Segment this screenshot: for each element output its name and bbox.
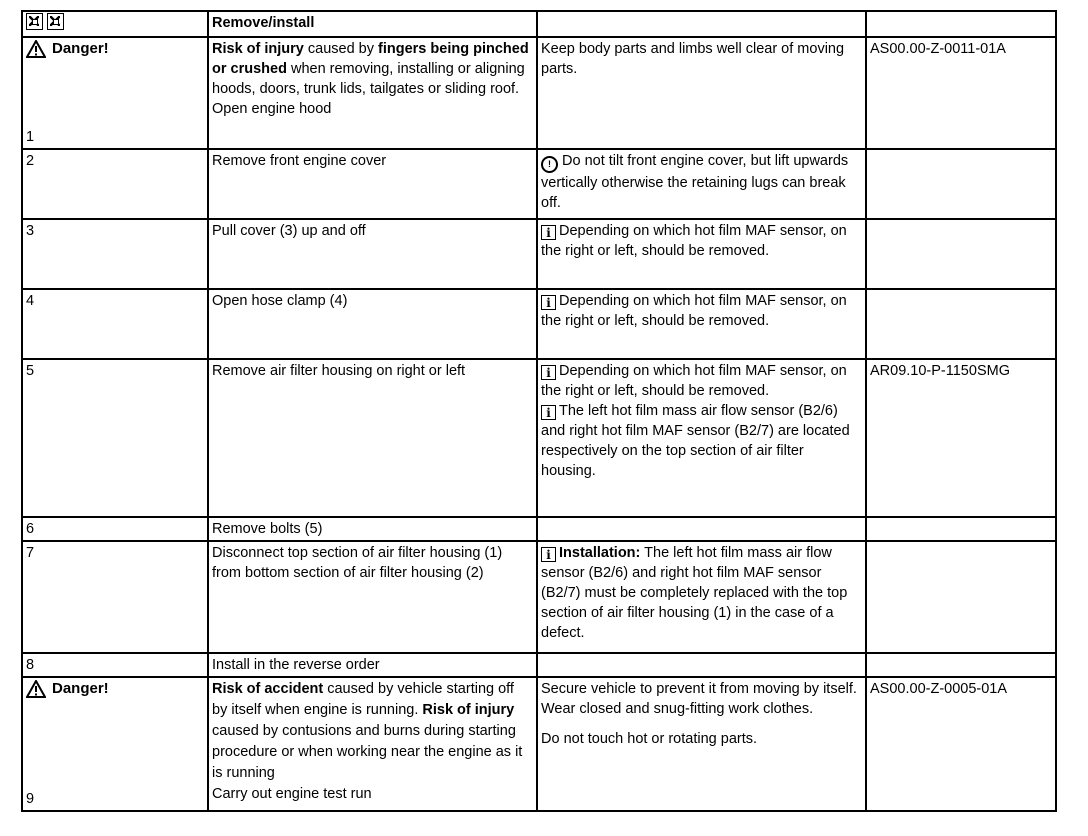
ref-cell: [866, 517, 1056, 541]
info-icon: i: [541, 365, 556, 380]
procedure-table: [21, 10, 1057, 812]
action-cell: Remove air filter housing on right or left: [208, 359, 537, 517]
table-row: [22, 289, 1056, 359]
step-number: 1: [26, 129, 35, 145]
header-icons-cell: [22, 11, 208, 37]
ref-cell: [866, 359, 1056, 517]
danger-description: Risk of accident caused by vehicle starting off by itself when engine is running. Risk of injury caused by contusions and burns during starting procedure or when working near the engine as it is running: [212, 681, 523, 781]
step-number: 2: [22, 149, 208, 219]
exploded-view-icon: [26, 13, 43, 30]
action-cell: Remove front engine cover: [208, 149, 537, 219]
header-title: Remove/install: [208, 11, 537, 37]
warning-triangle-icon: [26, 680, 46, 698]
info-icon: i: [541, 225, 556, 240]
note-cell: [537, 677, 866, 811]
ref-cell: [866, 541, 1056, 653]
reference-doc: AS00.00-Z-0005-01A: [870, 681, 1008, 697]
ref-cell: [866, 219, 1056, 289]
reference-doc: AS00.00-Z-0011-01A: [870, 41, 1006, 57]
note-heading: Installation:: [559, 545, 641, 561]
ref-cell: [866, 653, 1056, 677]
action-cell: Open hose clamp (4): [208, 289, 537, 359]
ref-cell: [866, 149, 1056, 219]
note-text: Wear closed and snug-fitting work clothes.: [541, 701, 814, 717]
action-cell: Remove bolts (5): [208, 517, 537, 541]
step-number: 8: [22, 653, 208, 677]
reference-doc: AR09.10-P-1150SMG: [870, 363, 1010, 379]
note-text: The left hot film mass air flow sensor (B2/6) and right hot film MAF sensor (B2/7) are located respectively on the top section of air filter housing.: [541, 403, 850, 479]
note-cell: [537, 289, 866, 359]
action-cell: Disconnect top section of air filter housing (1) from bottom section of air filter housing (2): [208, 541, 537, 653]
note-text: Do not tilt front engine cover, but lift upwards vertically otherwise the retaining lugs can break off.: [541, 153, 849, 211]
step-cell: [22, 37, 208, 149]
note-text: The left hot film mass air flow sensor (B2/6) and right hot film MAF sensor (B2/7) must be completely replaced with the top section of air filter housing (1) in the case of a defect.: [541, 545, 848, 641]
table-row: [22, 653, 1056, 677]
ref-cell: [866, 289, 1056, 359]
table-row: [22, 219, 1056, 289]
warning-triangle-icon: [26, 40, 46, 58]
action-cell: Pull cover (3) up and off: [208, 219, 537, 289]
step-number: 4: [22, 289, 208, 359]
note-text: Depending on which hot film MAF sensor, on the right or left, should be removed.: [541, 223, 847, 259]
step-cell: [22, 677, 208, 811]
step-number: 3: [22, 219, 208, 289]
note-text: Depending on which hot film MAF sensor, on the right or left, should be removed.: [541, 363, 847, 399]
action-step: Open engine hood: [212, 101, 332, 117]
note-text: Do not touch hot or rotating parts.: [541, 731, 758, 747]
note-text: Depending on which hot film MAF sensor, on the right or left, should be removed.: [541, 293, 847, 329]
table-row: [22, 37, 1056, 149]
note-cell: [537, 541, 866, 653]
action-cell: Install in the reverse order: [208, 653, 537, 677]
info-icon: i: [541, 405, 556, 420]
stop-icon: !: [541, 156, 558, 173]
note-cell: [537, 653, 866, 677]
step-number: 9: [26, 791, 35, 807]
header-empty-cell: [537, 11, 866, 37]
table-row: [22, 149, 1056, 219]
note-text: Keep body parts and limbs well clear of moving parts.: [541, 41, 845, 77]
note-cell: [537, 219, 866, 289]
step-number: 5: [22, 359, 208, 517]
danger-description: Risk of injury caused by fingers being pinched or crushed when removing, installing or aligning hoods, doors, trunk lids, tailgates or sliding roof.: [212, 41, 529, 97]
ref-cell: [866, 37, 1056, 149]
note-text: Secure vehicle to prevent it from moving by itself.: [541, 681, 857, 697]
note-cell: [537, 37, 866, 149]
action-cell: [208, 677, 537, 811]
note-cell: [537, 149, 866, 219]
header-empty-cell: [866, 11, 1056, 37]
exploded-view-icon: [47, 13, 64, 30]
action-cell: [208, 37, 537, 149]
danger-label: [26, 39, 204, 59]
note-cell: [537, 517, 866, 541]
danger-text: Danger!: [52, 40, 109, 57]
danger-text: Danger!: [52, 680, 109, 697]
info-icon: i: [541, 295, 556, 310]
ref-cell: [866, 677, 1056, 811]
step-number: 7: [22, 541, 208, 653]
action-step: Carry out engine test run: [212, 786, 372, 802]
header-row: [22, 11, 1056, 37]
table-row: [22, 541, 1056, 653]
info-icon: i: [541, 547, 556, 562]
table-row: [22, 359, 1056, 517]
table-row: [22, 677, 1056, 811]
step-number: 6: [22, 517, 208, 541]
table-row: [22, 517, 1056, 541]
note-cell: [537, 359, 866, 517]
danger-label: [26, 679, 204, 699]
